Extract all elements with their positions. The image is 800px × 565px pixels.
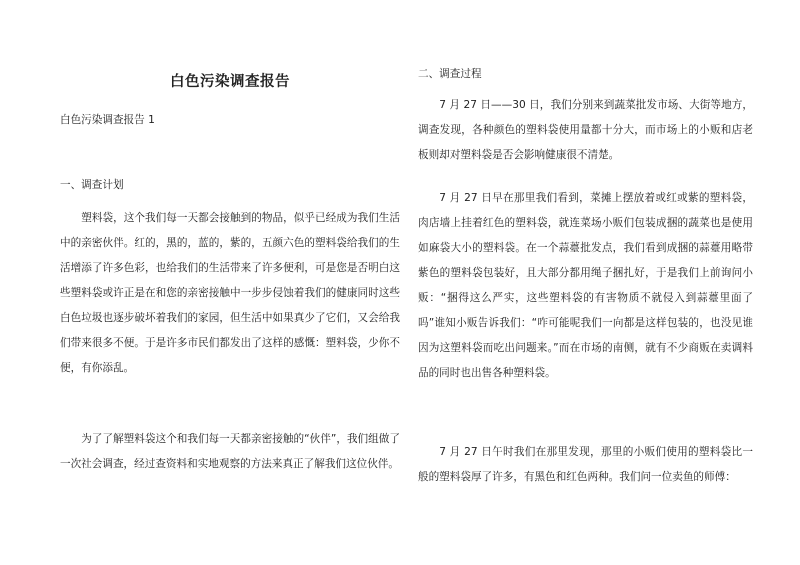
paragraph-intro: 塑料袋，这个我们每一天都会接触到的物品，似乎已经成为我们生活中的亲密伙伴。红的，黑的，蓝的，紫的，五颜六色的塑料袋给我们的生活增添了许多色彩，也给我们的生活带来了许多便利，可是您是否明白这些塑料袋或许正是在和您的亲密接触中一步步侵蚀着我们的健康同时这些白色垃圾也逐步破坏着我们的家园，但生活中如果真少了它们，又会给我们带来很多不便。于是许多市民们都发出了这样的感慨：塑料袋，少你不便，有你添乱。 (60, 212, 400, 374)
section-heading-plan: 一、调查计划 (60, 179, 124, 191)
paragraph-market-observation: 7 月 27 日早在那里我们看到，菜摊上摆放着或红或紫的塑料袋，肉店墙上挂着红色的塑料袋，就连菜场小贩们包装成捆的蔬菜也是使用如麻袋大小的塑料袋。在一个蒜薹批发点，我们看到成捆的蒜薹用略带紫色的塑料袋包装好，且大部分都用绳子捆扎好，于是我们上前询问小贩：“捆得这么严实，这些塑料袋的有害物质不就侵入到蒜薹里面了吗”谁知小贩告诉我们：“咋可能呢我们一向都是这样包装的，也没见谁因为这塑料袋而吃出问题来。”而在市场的南侧，就有不少商贩在卖调料品的同时也出售各种塑料袋。 (418, 192, 753, 379)
section-heading-process: 二、调查过程 (418, 68, 482, 80)
paragraph-noon-observation: 7 月 27 日午时我们在那里发现，那里的小贩们使用的塑料袋比一般的塑料袋厚了许多，有黑色和红色两种。我们问一位卖鱼的师傅： (418, 446, 753, 483)
document-subtitle: 白色污染调查报告 1 (60, 114, 155, 126)
paragraph-survey-dates: 7 月 27 日——30 日，我们分别来到蔬菜批发市场、大街等地方，调查发现，各种颜色的塑料袋使用量都十分大，而市场上的小贩和店老板则却对塑料袋是否会影响健康很不清楚。 (418, 99, 753, 161)
paragraph-purpose: 为了了解塑料袋这个和我们每一天都亲密接触的“伙伴”，我们组做了一次社会调查，经过查资料和实地观察的方法来真正了解我们这位伙伴。 (60, 433, 400, 470)
document-title: 白色污染调查报告 (170, 73, 290, 90)
